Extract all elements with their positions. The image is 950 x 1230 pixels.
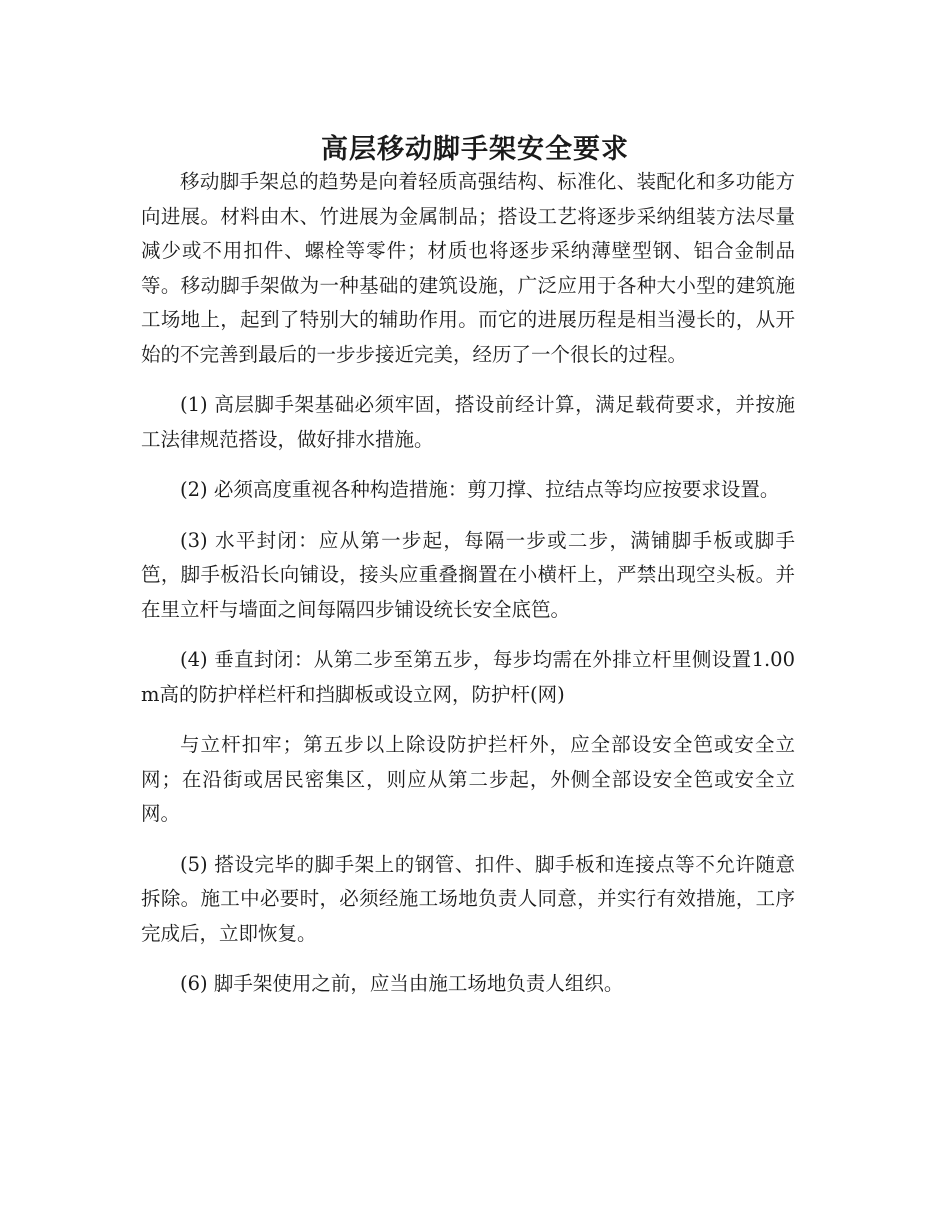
document-body bbox=[141, 165, 795, 1018]
paragraph-item-1: (1) 高层脚手架基础必须牢固，搭设前经计算，满足载荷要求，并按施工法律规范搭设，做好排水措施。 bbox=[141, 393, 795, 451]
paragraph-item-3: (3) 水平封闭：应从第一步起，每隔一步或二步，满铺脚手板或脚手笆，脚手板沿长向铺设，接头应重叠搁置在小横杆上，严禁出现空头板。并在里立杆与墙面之间每隔四步铺设统长安全底笆。 bbox=[141, 528, 795, 621]
paragraph-item-2: (2) 必须高度重视各种构造措施：剪刀撑、拉结点等均应按要求设置。 bbox=[180, 478, 780, 501]
paragraph-item-4: (4) 垂直封闭：从第二步至第五步，每步均需在外排立杆里侧设置1.00m高的防护样栏杆和挡脚板或设立网，防护杆(网) bbox=[141, 648, 795, 706]
paragraph-intro: 移动脚手架总的趋势是向着轻质高强结构、标准化、装配化和多功能方向进展。材料由木、竹进展为金属制品；搭设工艺将逐步采纳组装方法尽量减少或不用扣件、螺栓等零件；材质也将逐步采纳薄壁型钢、铝合金制品等。移动脚手架做为一种基础的建筑设施，广泛应用于各种大小型的建筑施工场地上，起到了特别大的辅助作用。而它的进展历程是相当漫长的，从开始的不完善到最后的一步步接近完美，经历了一个很长的过程。 bbox=[141, 170, 795, 366]
paragraph-item-4-continued: 与立杆扣牢；第五步以上除设防护拦杆外，应全部设安全笆或安全立网；在沿街或居民密集区，则应从第二步起，外侧全部设安全笆或安全立网。 bbox=[141, 733, 795, 825]
paragraph-item-6: (6) 脚手架使用之前，应当由施工场地负责人组织。 bbox=[180, 972, 624, 995]
document-title: 高层移动脚手架安全要求 bbox=[321, 134, 629, 166]
paragraph-item-5: (5) 搭设完毕的脚手架上的钢管、扣件、脚手板和连接点等不允许随意拆除。施工中必要时，必须经施工场地负责人同意，并实行有效措施，工序完成后，立即恢复。 bbox=[141, 852, 795, 945]
